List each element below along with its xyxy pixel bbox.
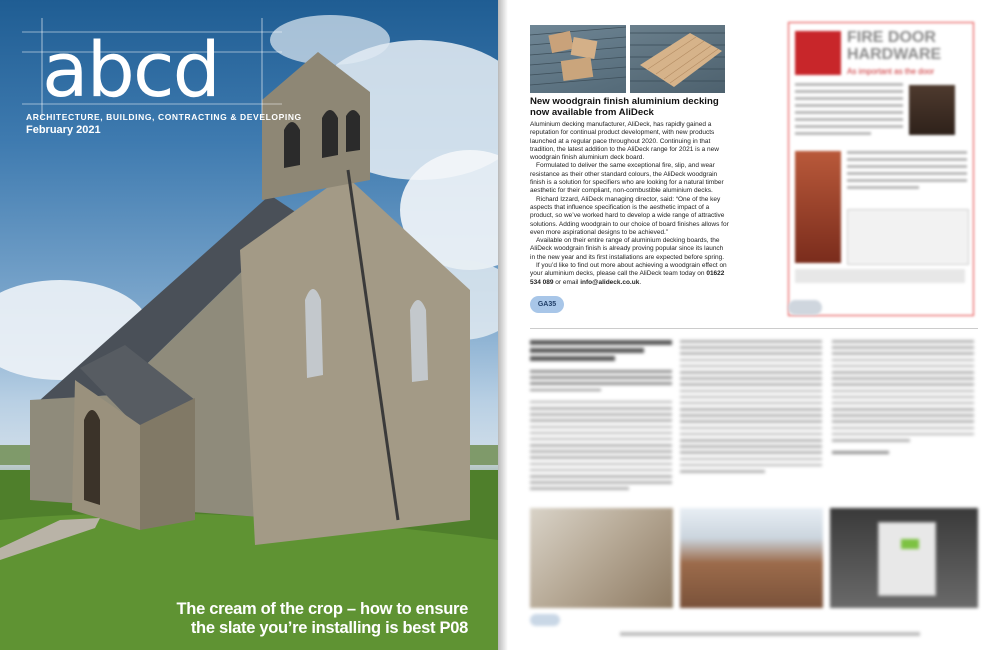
decking-stack-illustration [630,25,725,93]
article-email-prefix: or email [553,278,581,286]
blurred-article-column [530,340,672,494]
article-phone: 01622 534 089 [530,270,725,286]
gable-window [410,300,428,382]
cover-headline-line: the slate you’re installing is best P08 [190,619,468,637]
advert-logo [795,31,841,75]
advert-title: FIRE DOOR HARDWARE [847,29,942,63]
tower-window [284,122,300,168]
logo-wordmark: abcd [42,25,219,114]
advert-badge [788,300,822,315]
gable-window [305,289,323,378]
article-paragraph [530,262,730,287]
blurred-photo-apartments [680,508,823,608]
blurred-photo-interior [530,508,673,608]
blurred-badge [530,614,560,626]
article-paragraph: Available on their entire range of aluminium decking boards, the AliDeck woodgrain finish is already proving popular since its launch in the new year and its first installations are expected before spring. [530,237,725,261]
page-gutter-shadow [498,0,508,650]
article-paragraph: Richard Izzard, AliDeck managing director, said: “One of the key aspects that influence specification is the aesthetic impact of a product, so we’ve worked hard to develop a wide range of attractive solutions. Adding woodgrain to our choice of board finishes allows for even more aspirational designs to be achieved.” [530,195,729,236]
article-email[interactable]: info@alideck.co.uk [580,278,640,286]
blurred-page-footer [620,632,920,636]
issue-date: February 2021 [26,124,101,136]
cloud [270,15,390,65]
blurred-article-column [832,340,974,457]
cover-tagline: ARCHITECTURE, BUILDING, CONTRACTING & DEVELOPING [26,112,302,122]
advert-body-text [847,151,967,193]
blurred-photo-control-panel [830,508,978,608]
decking-photo-stack [630,25,725,93]
tower-window [322,110,338,158]
advert-body-text [795,83,903,139]
advert-door-photo [795,151,841,263]
blurred-article-column [680,340,822,476]
advert-subtitle: As important as the door [847,67,935,76]
alideck-article [530,96,730,287]
article-title: New woodgrain finish aluminium decking now available from AliDeck [530,96,719,118]
reader-enquiry-badge: GA35 [530,296,564,313]
advert-footer-strip [795,269,965,283]
magazine-cover [0,0,498,650]
article-email-suffix: . [639,278,642,286]
article-contact-intro: If you’d like to find out more about achieving a woodgrain effect on your aluminium decks, please call the AliDeck team today on [530,262,727,278]
decking-boards-illustration [530,25,626,93]
cover-headline-line: The cream of the crop – how to ensure [176,600,468,618]
advert-spec-table [847,209,969,265]
porch-door [84,410,100,505]
article-paragraph: Formulated to deliver the same exceptional fire, slip, and wear resistance as their other standard colours, the AliDeck woodgrain finish is a solution for specifiers who are looking for a natural timber aesthetic for their compliant, non-combustible aluminium decks. [530,162,724,195]
abcd-logo [22,18,272,118]
decking-photo-boards [530,25,626,93]
tower-window [346,110,360,152]
article-paragraph: Aluminium decking manufacturer, AliDeck, has rapidly gained a reputation for continual product development, with new products launched at a regular pace throughout 2020. Continuing in that tradition, the latest addition to the AliDeck range for 2021 is a new woodgrain finish aluminium deck board. [530,121,719,162]
section-divider [530,328,978,329]
cover-headline [177,600,468,638]
advert-door-photo [909,85,955,135]
fire-door-advert [788,22,974,316]
